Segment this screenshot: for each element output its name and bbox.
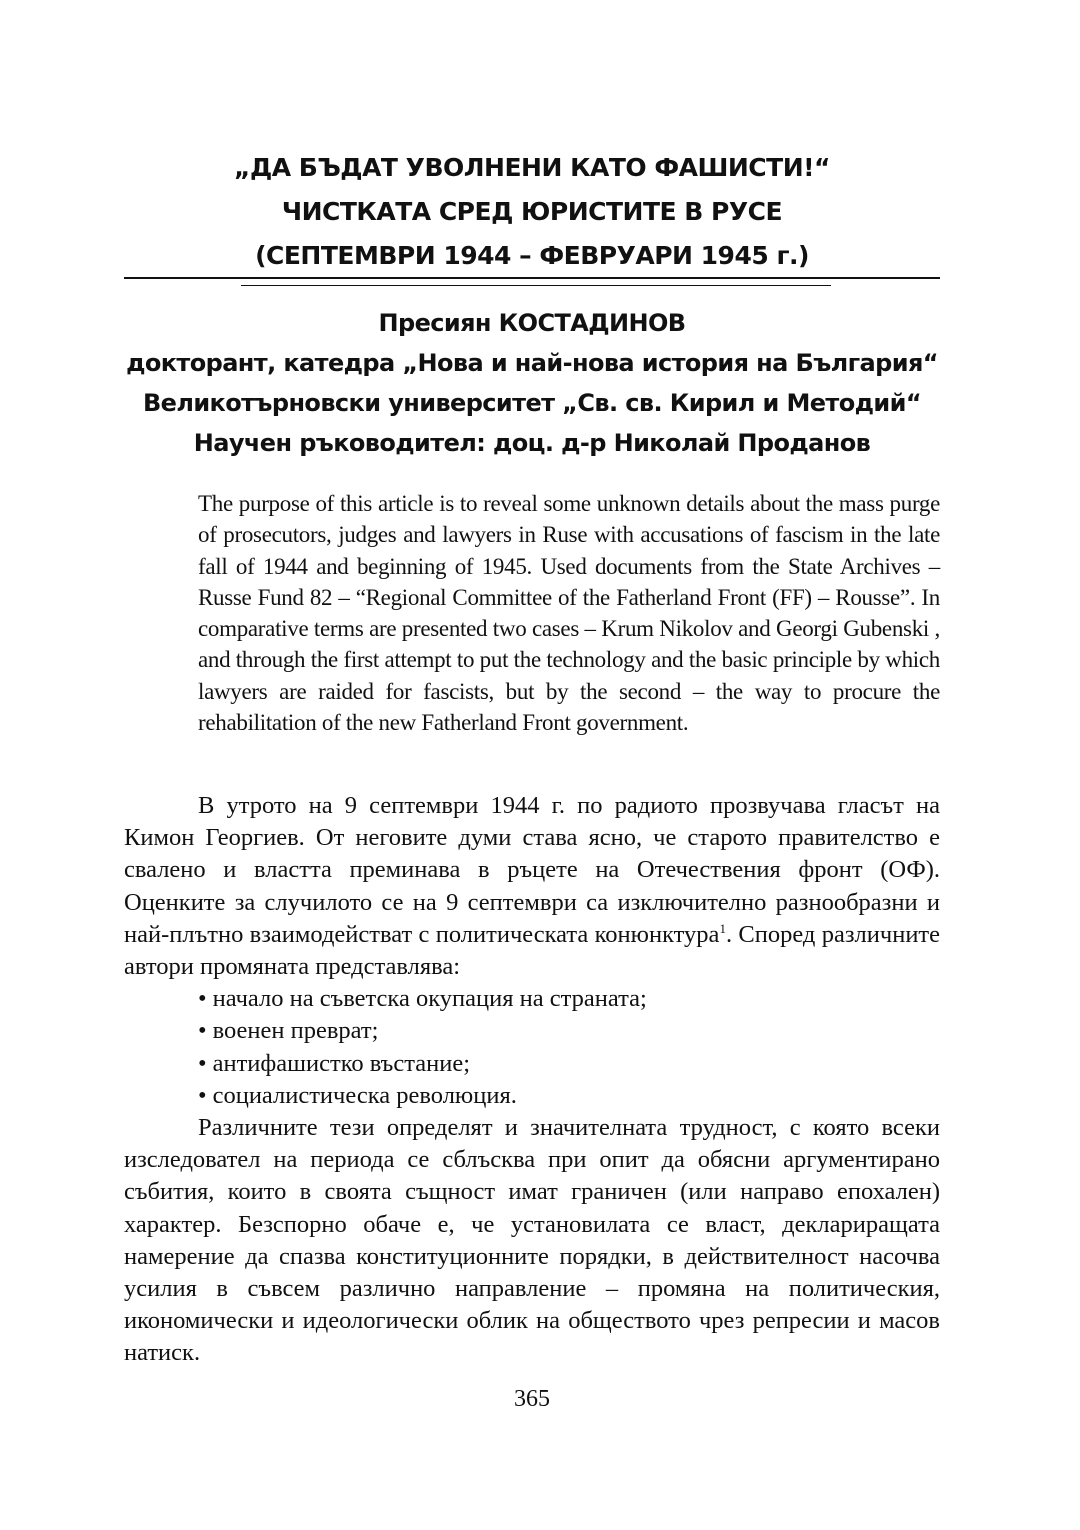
list-item [198,1015,940,1047]
article-title [124,146,940,278]
list-item-text: социалистическа революция. [212,1081,517,1109]
author-supervisor: Научен ръководител: доц. д-р Николай Проданов [193,429,871,457]
title-line-1: „ДА БЪДАТ УВОЛНЕНИ КАТО ФАШИСТИ!“ [234,153,830,182]
author-position: докторант, катедра „Нова и най-нова история на България“ [126,349,938,377]
author-block [124,303,940,463]
bullet-icon: • [198,1017,207,1045]
page-number: 365 [514,1386,550,1412]
paragraph-1-text: В утрото на 9 септември 1944 г. по радиото прозвучава гласът на Кимон Георгиев. От неговите думи става ясно, че старото правителство е свалено и властта преминава в ръцете на Отечествения фронт (ОФ). Оценките за случилото се на 9 септември са изключително разнообразни и най-плътно взаимодействат с политическата конюнктура [124,792,940,948]
bullet-icon: • [198,985,207,1013]
title-rule-thick [124,277,940,279]
author-name: Пресиян КОСТАДИНОВ [378,309,686,337]
footnote-marker[interactable]: 1 [719,920,726,936]
paragraph-1-tail: . Според различните автори промяната представлява: [124,920,941,981]
title-rule-thin [241,285,831,286]
bullet-icon: • [198,1049,207,1077]
title-line-3: (СЕПТЕМВРИ 1944 – ФЕВРУАРИ 1945 г.) [255,241,809,270]
list-item [198,983,940,1015]
title-line-2: ЧИСТКАТА СРЕД ЮРИСТИТЕ В РУСЕ [281,197,783,226]
list-item [198,1080,940,1112]
list-item [198,1048,940,1080]
abstract-text: The purpose of this article is to reveal some unknown details about the mass purge of prosecutors, judges and lawyers in Ruse with accusations of fascism in the late fall of 1944 and beginning of 1945. Used documents from the State Archives – Russe Fund 82 – “Regional Committee of the Fatherland Front (FF) – Rousse”. In comparative terms are presented two cases – Krum Nikolov and Georgi Gubenski , and through the first attempt to put the technology and the basic principle by which lawyers are raided for fascists, but by the second – the way to procure the rehabilitation of the new Fatherland Front government. [198,491,940,736]
body-paragraph-2: Различните тези определят и значителната трудност, с която всеки изследовател на периода се сблъсква при опит да обясни аргументирано събития, които в своята същност имат граничен (или направо епохален) характер. Безспорно обаче е, че установилата се власт, деклариращата намерение да спазва конституционните порядки, в действителност насочва усилия в съвсем различно направление – промяна на политическия, икономически и идеологически облик на обществото чрез репресии и масов натиск. [124,1114,940,1367]
bullet-list [124,983,940,1112]
list-item-text: начало на съветска окупация на страната; [212,985,647,1013]
list-item-text: военен преврат; [212,1017,379,1045]
body-text [124,790,940,1370]
list-item-text: антифашистко въстание; [212,1049,471,1077]
abstract [198,488,940,738]
body-paragraph-1 [124,790,940,983]
author-university: Великотърновски университет „Св. св. Кирил и Методий“ [142,389,921,417]
bullet-icon: • [198,1081,207,1109]
